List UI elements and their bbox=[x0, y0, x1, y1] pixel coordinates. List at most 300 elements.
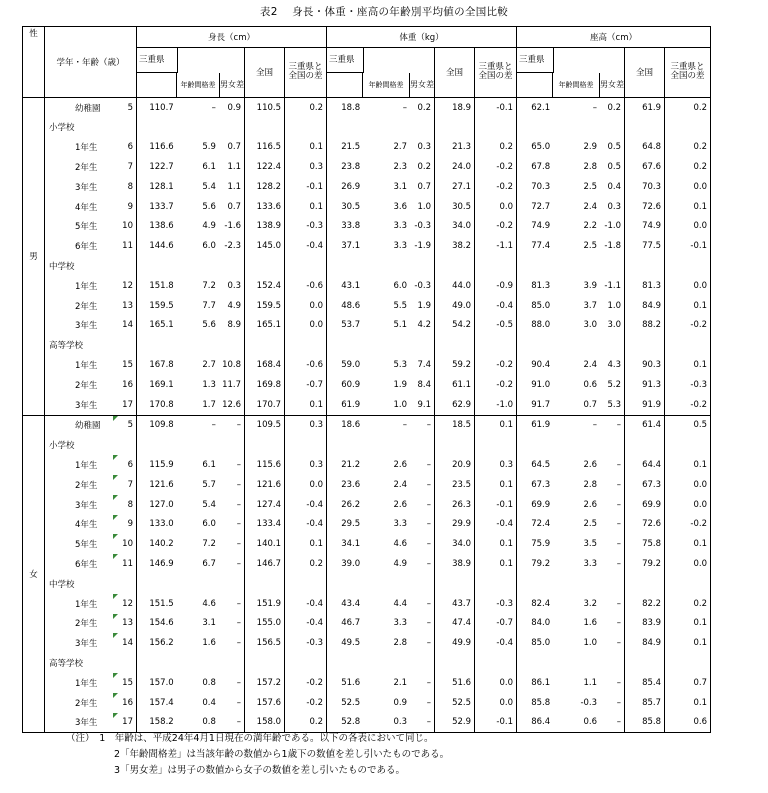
sitting-vs-national-header: 三重県と全国の差 bbox=[665, 47, 711, 97]
vs-national-weight-cell: -0.2 bbox=[475, 375, 517, 395]
sex-diff-height-cell: 10.8 bbox=[222, 360, 241, 371]
vs-national-height-cell: -0.3 bbox=[285, 633, 327, 653]
mie-sitting-cell: 67.3 bbox=[517, 475, 554, 495]
mie-sitting-cell bbox=[517, 653, 554, 673]
mie-weight-cell: 26.9 bbox=[327, 177, 364, 197]
sex-diff-sitting-cell: – bbox=[616, 638, 621, 649]
age-diff-weight-cell: 3.3 bbox=[393, 618, 408, 629]
national-height-cell: 138.9 bbox=[245, 217, 285, 237]
sex-diff-sitting-cell bbox=[600, 653, 624, 673]
weight-header: 体重（kg） bbox=[327, 27, 517, 48]
age-cell: 17 bbox=[113, 713, 137, 733]
sex-diff-height-cell: 0.7 bbox=[227, 142, 241, 153]
vs-national-weight-cell: 0.1 bbox=[475, 534, 517, 554]
age-diff-weight-cell: 2.3 bbox=[393, 162, 408, 173]
sitting-mie-header: 三重県 bbox=[517, 48, 554, 73]
sex-diff-sitting-cell: – bbox=[616, 559, 621, 570]
comparison-table bbox=[22, 26, 711, 733]
vs-national-weight-cell: -1.1 bbox=[475, 236, 517, 256]
table-row bbox=[23, 177, 711, 197]
grade-label: 幼稚園 bbox=[75, 103, 101, 114]
vs-national-sitting-cell: 0.1 bbox=[665, 633, 711, 653]
vs-national-height-cell: -0.6 bbox=[285, 276, 327, 296]
sex-diff-weight-cell: 9.1 bbox=[410, 395, 434, 415]
table-row bbox=[23, 375, 711, 395]
vs-national-weight-cell bbox=[475, 653, 517, 673]
age-diff-height-cell: 0.8 bbox=[177, 713, 219, 733]
national-height-cell: 146.7 bbox=[245, 554, 285, 574]
mie-height-cell: 151.5 bbox=[137, 594, 177, 614]
mie-height-cell: 127.0 bbox=[137, 495, 177, 515]
national-sitting-cell: 84.9 bbox=[625, 633, 665, 653]
vs-national-weight-cell: -0.4 bbox=[475, 633, 517, 653]
mie-weight-cell: 39.0 bbox=[327, 554, 364, 574]
sex-diff-sitting-cell: – bbox=[616, 539, 621, 550]
national-sitting-cell: 67.3 bbox=[625, 475, 665, 495]
sitting-age-diff-header: 年齢間格差 bbox=[553, 73, 600, 97]
vs-national-height-cell: -0.4 bbox=[285, 515, 327, 535]
age-diff-weight-cell: 2.6 bbox=[393, 460, 408, 471]
grade-label: 1年生 bbox=[75, 281, 98, 292]
age-cell bbox=[113, 653, 137, 673]
mie-height-cell: 133.0 bbox=[137, 515, 177, 535]
vs-national-height-cell: -0.3 bbox=[285, 217, 327, 237]
mie-height-cell bbox=[137, 335, 177, 355]
grade-label: 6年生 bbox=[75, 560, 98, 571]
vs-national-height-cell: 0.0 bbox=[285, 475, 327, 495]
national-sitting-cell: 83.9 bbox=[625, 614, 665, 634]
national-height-cell: 159.5 bbox=[245, 296, 285, 316]
table-row bbox=[23, 455, 711, 475]
mie-height-cell: 109.8 bbox=[137, 415, 177, 435]
national-weight-cell: 30.5 bbox=[435, 197, 475, 217]
mie-sitting-cell: 79.2 bbox=[517, 554, 554, 574]
national-weight-cell bbox=[435, 653, 475, 673]
age-diff-height-cell: 7.2 bbox=[202, 280, 216, 291]
age-cell: 13 bbox=[113, 614, 137, 634]
age-diff-height-cell: – bbox=[211, 102, 216, 113]
vs-national-sitting-cell: 0.6 bbox=[665, 713, 711, 733]
sex-diff-sitting-cell: 0.4 bbox=[607, 181, 621, 192]
age-diff-sitting-cell: 1.6 bbox=[583, 618, 598, 629]
age-diff-weight-cell: 0.9 bbox=[393, 697, 408, 708]
footnotes bbox=[66, 731, 449, 779]
age-diff-height-cell: – bbox=[177, 415, 219, 435]
age-diff-sitting-cell: 2.8 bbox=[583, 162, 598, 173]
group-row bbox=[23, 118, 711, 138]
age-diff-height-cell: 1.3 bbox=[202, 379, 216, 390]
age-diff-weight-cell: – bbox=[402, 102, 408, 113]
age-diff-weight-cell: 1.0 bbox=[363, 395, 410, 415]
sitting-national-header: 全国 bbox=[625, 47, 665, 97]
vs-national-weight-cell: -0.2 bbox=[475, 177, 517, 197]
vs-national-sitting-cell: 0.0 bbox=[665, 276, 711, 296]
vs-national-sitting-cell: 0.1 bbox=[665, 614, 711, 634]
sex-diff-weight-cell: – bbox=[426, 519, 431, 530]
mie-sitting-cell: 69.9 bbox=[517, 495, 554, 515]
mie-weight-cell bbox=[327, 435, 364, 455]
age-diff-weight-cell: 5.1 bbox=[393, 320, 408, 331]
national-weight-cell bbox=[435, 574, 475, 594]
age-cell: 5 bbox=[113, 415, 137, 435]
age-diff-sitting-cell: 3.0 bbox=[583, 320, 598, 331]
vs-national-weight-cell: 0.1 bbox=[475, 554, 517, 574]
age-cell: 9 bbox=[127, 201, 133, 212]
vs-national-weight-cell: -0.9 bbox=[475, 276, 517, 296]
grade-label: 6年生 bbox=[75, 242, 98, 253]
national-weight-cell: 26.3 bbox=[435, 495, 475, 515]
sex-diff-weight-cell: – bbox=[410, 713, 434, 733]
mie-sitting-cell bbox=[517, 335, 554, 355]
mie-weight-cell: 33.8 bbox=[327, 217, 364, 237]
vs-national-sitting-cell bbox=[665, 256, 711, 276]
vs-national-weight-cell: -0.4 bbox=[475, 515, 517, 535]
sex-diff-weight-cell: 0.2 bbox=[417, 102, 431, 113]
mie-weight-cell: 21.5 bbox=[327, 137, 364, 157]
mie-height-cell: 121.6 bbox=[137, 475, 177, 495]
national-sitting-cell: 64.4 bbox=[625, 455, 665, 475]
national-sitting-cell: 74.9 bbox=[625, 217, 665, 237]
sex-diff-sitting-cell: 0.5 bbox=[607, 162, 621, 173]
table-row bbox=[23, 534, 711, 554]
sex-cell: 男 bbox=[23, 97, 45, 415]
sex-diff-height-cell bbox=[219, 574, 245, 594]
age-diff-sitting-cell: -0.3 bbox=[580, 697, 598, 708]
age-cell: 7 bbox=[127, 162, 133, 173]
sex-diff-sitting-cell: – bbox=[616, 618, 621, 629]
vs-national-sitting-cell: 0.0 bbox=[665, 554, 711, 574]
age-diff-weight-cell: – bbox=[363, 415, 410, 435]
age-diff-sitting-cell bbox=[553, 435, 600, 455]
age-diff-height-cell: 5.6 bbox=[202, 320, 216, 331]
age-diff-sitting-cell: 0.6 bbox=[583, 379, 598, 390]
weight-national-header: 全国 bbox=[435, 47, 475, 97]
age-diff-sitting-cell: 2.6 bbox=[583, 460, 598, 471]
vs-national-height-cell: 0.1 bbox=[285, 197, 327, 217]
national-sitting-cell: 61.9 bbox=[625, 97, 665, 117]
age-diff-sitting-cell: – bbox=[592, 102, 598, 113]
national-weight-cell: 29.9 bbox=[435, 515, 475, 535]
mie-height-cell: 157.4 bbox=[137, 693, 177, 713]
sex-diff-height-cell: – bbox=[236, 638, 241, 649]
sex-diff-weight-cell bbox=[410, 118, 434, 138]
national-height-cell bbox=[245, 653, 285, 673]
height-header: 身長（cm） bbox=[137, 27, 327, 48]
vs-national-weight-cell: -0.1 bbox=[475, 495, 517, 515]
weight-sex-diff-header: 男女差 bbox=[410, 79, 434, 89]
national-height-cell: 152.4 bbox=[245, 276, 285, 296]
sex-diff-weight-cell: 1.9 bbox=[417, 300, 431, 311]
national-height-cell: 165.1 bbox=[245, 316, 285, 336]
national-weight-cell: 20.9 bbox=[435, 455, 475, 475]
national-height-cell: 170.7 bbox=[245, 395, 285, 415]
sex-cell: 女 bbox=[23, 415, 45, 733]
mie-sitting-cell: 85.0 bbox=[517, 633, 554, 653]
table-row bbox=[23, 693, 711, 713]
national-weight-cell: 24.0 bbox=[435, 157, 475, 177]
mie-height-cell: 115.9 bbox=[137, 455, 177, 475]
age-diff-sitting-cell: 3.9 bbox=[583, 280, 598, 291]
national-weight-cell: 59.2 bbox=[435, 355, 475, 375]
grade-label: 2年生 bbox=[75, 163, 98, 174]
sex-diff-weight-cell: -0.3 bbox=[414, 221, 431, 232]
sex-diff-height-cell: 0.3 bbox=[227, 280, 241, 291]
age-diff-sitting-cell: 2.5 bbox=[583, 241, 598, 252]
age-diff-weight-cell: 2.8 bbox=[393, 638, 408, 649]
sex-diff-sitting-cell: – bbox=[616, 598, 621, 609]
sex-diff-sitting-cell: 3.0 bbox=[607, 320, 621, 331]
age-diff-weight-cell: 4.9 bbox=[393, 559, 408, 570]
sex-diff-sitting-cell bbox=[600, 335, 624, 355]
age-cell bbox=[113, 574, 137, 594]
vs-national-height-cell: -0.4 bbox=[285, 236, 327, 256]
mie-weight-cell: 60.9 bbox=[327, 375, 364, 395]
sex-diff-weight-cell: -1.9 bbox=[414, 241, 431, 252]
mie-sitting-cell: 86.4 bbox=[517, 713, 554, 733]
mie-sitting-cell: 74.9 bbox=[517, 217, 554, 237]
vs-national-weight-cell: 0.3 bbox=[475, 455, 517, 475]
age-diff-weight-cell: 1.9 bbox=[393, 379, 408, 390]
vs-national-weight-cell: 0.0 bbox=[475, 673, 517, 693]
group-row bbox=[23, 335, 711, 355]
national-sitting-cell: 91.3 bbox=[625, 375, 665, 395]
vs-national-height-cell: -0.4 bbox=[285, 495, 327, 515]
vs-national-sitting-cell bbox=[665, 653, 711, 673]
vs-national-height-cell: -0.2 bbox=[285, 673, 327, 693]
national-height-cell: 109.5 bbox=[245, 415, 285, 435]
age-diff-weight-cell: 5.3 bbox=[393, 360, 408, 371]
national-weight-cell: 62.9 bbox=[435, 395, 475, 415]
national-height-cell: 110.5 bbox=[245, 97, 285, 117]
height-sex-diff-header: 男女差 bbox=[220, 79, 244, 89]
age-cell: 16 bbox=[113, 693, 137, 713]
age-diff-height-cell: 5.6 bbox=[202, 201, 216, 212]
sex-diff-weight-cell: – bbox=[426, 499, 431, 510]
vs-national-height-cell: 0.1 bbox=[285, 534, 327, 554]
mie-weight-cell: 18.8 bbox=[327, 97, 364, 117]
age-diff-sitting-cell: 3.7 bbox=[583, 300, 598, 311]
age-diff-sitting-cell: 2.9 bbox=[583, 142, 598, 153]
sitting-height-header: 座高（cm） bbox=[517, 27, 711, 48]
height-mie-header: 三重県 bbox=[137, 48, 178, 73]
age-diff-weight-cell: 6.0 bbox=[393, 280, 408, 291]
age-diff-height-cell: 6.7 bbox=[202, 559, 216, 570]
sex-diff-weight-cell: – bbox=[426, 479, 431, 490]
sex-diff-weight-cell: – bbox=[426, 559, 431, 570]
sex-diff-height-cell: – bbox=[236, 519, 241, 530]
sex-diff-weight-cell: 0.7 bbox=[417, 181, 431, 192]
vs-national-height-cell bbox=[285, 335, 327, 355]
age-diff-height-cell: 1.6 bbox=[202, 638, 216, 649]
mie-height-cell: 157.0 bbox=[137, 673, 177, 693]
national-height-cell: 145.0 bbox=[245, 236, 285, 256]
vs-national-sitting-cell: 0.2 bbox=[665, 157, 711, 177]
sex-diff-height-cell: – bbox=[236, 559, 241, 570]
age-diff-sitting-cell: 2.4 bbox=[583, 360, 598, 371]
height-national-header: 全国 bbox=[245, 47, 285, 97]
age-diff-weight-cell: 2.4 bbox=[393, 479, 408, 490]
mie-height-cell bbox=[137, 574, 177, 594]
national-sitting-cell: 70.3 bbox=[625, 177, 665, 197]
mie-height-cell: 110.7 bbox=[137, 97, 177, 117]
age-diff-sitting-cell bbox=[553, 256, 600, 276]
vs-national-height-cell: 0.2 bbox=[285, 713, 327, 733]
mie-height-cell: 165.1 bbox=[137, 316, 177, 336]
age-cell: 14 bbox=[122, 320, 133, 331]
national-weight-cell: 43.7 bbox=[435, 594, 475, 614]
grade-label: 2年生 bbox=[75, 480, 98, 491]
sex-diff-sitting-cell: – bbox=[600, 415, 624, 435]
grade-label: 2年生 bbox=[75, 380, 98, 391]
age-diff-sitting-cell: 0.6 bbox=[553, 713, 600, 733]
age-diff-sitting-cell: 3.2 bbox=[583, 598, 598, 609]
mie-sitting-cell: 77.4 bbox=[517, 236, 554, 256]
mie-weight-cell: 61.9 bbox=[327, 395, 364, 415]
national-sitting-cell: 69.9 bbox=[625, 495, 665, 515]
table-row bbox=[23, 713, 711, 733]
national-height-cell bbox=[245, 118, 285, 138]
vs-national-height-cell: -0.7 bbox=[285, 375, 327, 395]
sex-diff-height-cell bbox=[219, 118, 245, 138]
mie-height-cell: 159.5 bbox=[137, 296, 177, 316]
sex-diff-weight-cell: 1.0 bbox=[417, 201, 431, 212]
age-diff-sitting-cell: 2.5 bbox=[583, 519, 598, 530]
sex-diff-sitting-cell: – bbox=[600, 713, 624, 733]
sex-diff-sitting-cell: 0.2 bbox=[607, 102, 621, 113]
sex-diff-height-cell: 11.7 bbox=[222, 379, 241, 390]
vs-national-sitting-cell: 0.2 bbox=[665, 97, 711, 117]
vs-national-sitting-cell: 0.1 bbox=[665, 455, 711, 475]
age-diff-height-cell: 4.6 bbox=[202, 598, 216, 609]
age-cell: 8 bbox=[127, 181, 133, 192]
mie-weight-cell: 49.5 bbox=[327, 633, 364, 653]
national-weight-cell: 23.5 bbox=[435, 475, 475, 495]
age-diff-weight-cell: 3.6 bbox=[393, 201, 408, 212]
mie-sitting-cell: 64.5 bbox=[517, 455, 554, 475]
age-cell: 12 bbox=[122, 280, 133, 291]
age-diff-weight-cell bbox=[363, 574, 410, 594]
mie-sitting-cell: 86.1 bbox=[517, 673, 554, 693]
vs-national-height-cell: 0.2 bbox=[285, 97, 327, 117]
national-height-cell: 121.6 bbox=[245, 475, 285, 495]
age-cell bbox=[113, 256, 137, 276]
sex-diff-weight-cell: 8.4 bbox=[417, 379, 431, 390]
vs-national-weight-cell: -1.0 bbox=[475, 395, 517, 415]
national-sitting-cell: 85.8 bbox=[625, 713, 665, 733]
national-sitting-cell bbox=[625, 335, 665, 355]
mie-height-cell: 154.6 bbox=[137, 614, 177, 634]
sex-diff-weight-cell bbox=[410, 435, 434, 455]
national-sitting-cell bbox=[625, 653, 665, 673]
vs-national-weight-cell bbox=[475, 435, 517, 455]
vs-national-height-cell bbox=[285, 653, 327, 673]
vs-national-sitting-cell: 0.0 bbox=[665, 475, 711, 495]
table-row bbox=[23, 614, 711, 634]
sex-diff-height-cell: – bbox=[236, 499, 241, 510]
vs-national-height-cell: -0.4 bbox=[285, 614, 327, 634]
national-sitting-cell: 72.6 bbox=[625, 197, 665, 217]
national-weight-cell: 49.0 bbox=[435, 296, 475, 316]
vs-national-height-cell: -0.4 bbox=[285, 594, 327, 614]
sex-diff-sitting-cell: 5.3 bbox=[600, 395, 624, 415]
national-height-cell: 151.9 bbox=[245, 594, 285, 614]
national-weight-cell: 44.0 bbox=[435, 276, 475, 296]
sex-diff-sitting-cell: -1.8 bbox=[604, 241, 621, 252]
national-height-cell: 133.6 bbox=[245, 197, 285, 217]
age-cell: 9 bbox=[113, 515, 137, 535]
national-height-cell: 168.4 bbox=[245, 355, 285, 375]
vs-national-weight-cell: 0.0 bbox=[475, 197, 517, 217]
national-weight-cell: 54.2 bbox=[435, 316, 475, 336]
sex-diff-height-cell: 4.9 bbox=[227, 300, 241, 311]
table-row bbox=[23, 415, 711, 435]
national-weight-cell: 18.9 bbox=[435, 97, 475, 117]
national-sitting-cell: 79.2 bbox=[625, 554, 665, 574]
mie-height-cell bbox=[137, 256, 177, 276]
mie-weight-cell: 30.5 bbox=[327, 197, 364, 217]
age-cell: 13 bbox=[122, 300, 133, 311]
vs-national-height-cell: 0.1 bbox=[285, 395, 327, 415]
mie-height-cell: 138.6 bbox=[137, 217, 177, 237]
age-diff-height-cell: 5.4 bbox=[202, 499, 216, 510]
sex-diff-sitting-cell: 4.3 bbox=[607, 360, 621, 371]
national-weight-cell: 18.5 bbox=[435, 415, 475, 435]
national-weight-cell: 27.1 bbox=[435, 177, 475, 197]
age-diff-height-cell: 6.0 bbox=[202, 519, 216, 530]
age-diff-weight-cell bbox=[363, 118, 410, 138]
vs-national-sitting-cell: 0.1 bbox=[665, 693, 711, 713]
age-diff-height-cell: 7.7 bbox=[202, 300, 216, 311]
national-height-cell: 157.2 bbox=[245, 673, 285, 693]
age-cell bbox=[113, 118, 137, 138]
mie-sitting-cell: 65.0 bbox=[517, 137, 554, 157]
national-height-cell: 128.2 bbox=[245, 177, 285, 197]
sex-diff-height-cell: – bbox=[236, 677, 241, 688]
mie-weight-cell: 43.4 bbox=[327, 594, 364, 614]
grade-label: 3年生 bbox=[75, 182, 98, 193]
sex-diff-weight-cell: – bbox=[426, 598, 431, 609]
vs-national-weight-cell: -0.2 bbox=[475, 217, 517, 237]
national-sitting-cell: 90.3 bbox=[625, 355, 665, 375]
mie-height-cell: 133.7 bbox=[137, 197, 177, 217]
table-row bbox=[23, 157, 711, 177]
mie-weight-cell: 48.6 bbox=[327, 296, 364, 316]
mie-sitting-cell: 72.4 bbox=[517, 515, 554, 535]
vs-national-height-cell bbox=[285, 256, 327, 276]
sex-diff-height-cell: – bbox=[219, 713, 245, 733]
vs-national-sitting-cell: 0.0 bbox=[665, 217, 711, 237]
table-row bbox=[23, 316, 711, 336]
age-diff-height-cell: 5.7 bbox=[202, 479, 216, 490]
age-diff-weight-cell: 3.3 bbox=[393, 519, 408, 530]
vs-national-height-cell bbox=[285, 574, 327, 594]
age-cell: 16 bbox=[122, 379, 133, 390]
national-weight-cell bbox=[435, 118, 475, 138]
age-diff-height-cell: 1.7 bbox=[177, 395, 219, 415]
sex-diff-sitting-cell bbox=[600, 435, 624, 455]
age-cell: 12 bbox=[113, 594, 137, 614]
vs-national-sitting-cell: -0.2 bbox=[665, 395, 711, 415]
mie-weight-cell: 29.5 bbox=[327, 515, 364, 535]
mie-weight-cell bbox=[327, 118, 364, 138]
age-diff-sitting-cell: 2.6 bbox=[583, 499, 598, 510]
table-row bbox=[23, 355, 711, 375]
age-cell: 11 bbox=[113, 554, 137, 574]
table-row bbox=[23, 197, 711, 217]
mie-sitting-cell: 91.7 bbox=[517, 395, 554, 415]
age-diff-weight-cell: 4.6 bbox=[393, 539, 408, 550]
sex-diff-sitting-cell: 5.2 bbox=[607, 379, 621, 390]
